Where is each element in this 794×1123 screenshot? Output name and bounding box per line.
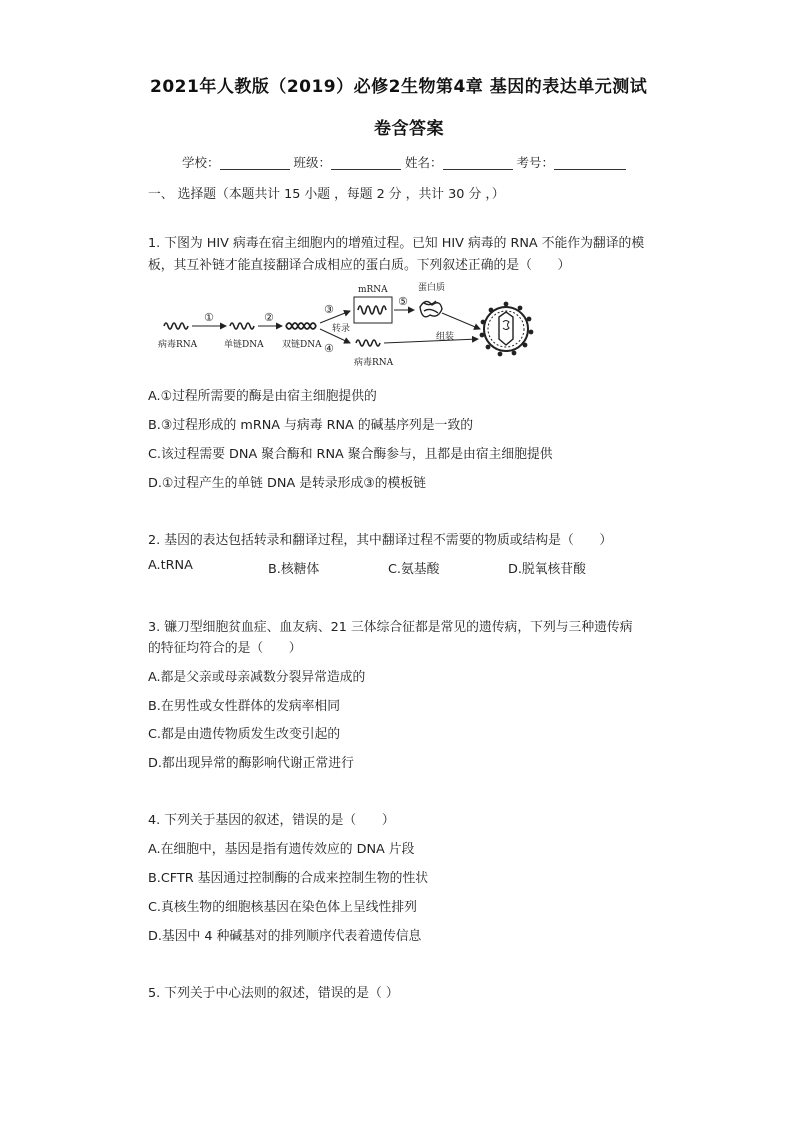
q2-stem: 2. 基因的表达包括转录和翻译过程，其中翻译过程不需要的物质或结构是（ ） <box>148 533 613 548</box>
exam-number-label: 考号： <box>516 155 555 170</box>
class-label: 班级： <box>293 155 332 170</box>
q3-option-d[interactable]: D.都出现异常的酶影响代谢正常进行 <box>148 756 354 771</box>
section-heading: 一、 选择题（本题共计 15 小题 ，每题 2 分 ，共计 30 分 ，） <box>148 187 505 202</box>
q1-option-c[interactable]: C.该过程需要 DNA 聚合酶和 RNA 聚合酶参与，且都是由宿主细胞提供 <box>148 447 553 462</box>
label-protein: 蛋白质 <box>418 283 446 293</box>
label-mrna: mRNA <box>358 285 388 295</box>
step4-label: ④ <box>324 342 334 355</box>
q4-stem: 4. 下列关于基因的叙述，错误的是（ ） <box>148 813 395 828</box>
student-info-row <box>182 153 626 171</box>
virus-rna-strand-2 <box>356 340 380 346</box>
hiv-virion-icon <box>480 302 534 357</box>
exam-number-field[interactable] <box>554 155 626 170</box>
q2-options-row <box>0 558 794 578</box>
label-virus-rna-2: 病毒RNA <box>354 358 394 368</box>
virus-rna-strand <box>164 323 188 329</box>
step1-label: ① <box>204 311 214 324</box>
ssdna-strand <box>230 323 254 329</box>
label-virus-rna: 病毒RNA <box>158 340 198 350</box>
step2-label: ② <box>264 311 274 324</box>
name-field[interactable] <box>443 155 513 170</box>
q3-option-a[interactable]: A.都是父亲或母亲减数分裂异常造成的 <box>148 670 366 685</box>
school-label: 学校： <box>182 155 220 170</box>
q1-option-a[interactable]: A.①过程所需要的酶是由宿主细胞提供的 <box>148 389 377 404</box>
q4-option-b[interactable]: B.CFTR 基因通过控制酶的合成来控制生物的性状 <box>148 871 429 886</box>
q3-stem-line2: 的特征均符合的是（ ） <box>148 641 302 656</box>
q2-option-a[interactable]: A.tRNA <box>148 558 193 573</box>
mrna-box <box>354 297 392 323</box>
hiv-replication-diagram <box>152 277 542 377</box>
q4-option-c[interactable]: C.真核生物的细胞核基因在染色体上呈线性排列 <box>148 900 417 915</box>
document-title-line2: 卷含答案 <box>374 119 444 139</box>
q1-stem-line2: 板，其互补链才能直接翻译合成相应的蛋白质。下列叙述正确的是（ ） <box>148 258 571 273</box>
class-field[interactable] <box>331 155 401 170</box>
q4-option-a[interactable]: A.在细胞中，基因是指有遗传效应的 DNA 片段 <box>148 842 415 857</box>
q2-option-b[interactable]: B.核糖体 <box>268 562 320 577</box>
mrna-strand <box>358 306 386 314</box>
label-assembly: 组装 <box>436 332 455 342</box>
protein-icon <box>420 301 442 317</box>
q3-stem-line1: 3. 镰刀型细胞贫血症、血友病、21 三体综合征都是常见的遗传病，下列与三种遗传病 <box>148 620 633 635</box>
label-ssdna: 单链DNA <box>224 340 264 350</box>
document-title-line1: 2021年人教版（2019）必修2生物第4章 基因的表达单元测试 <box>150 77 648 97</box>
name-label: 姓名： <box>405 155 443 170</box>
q1-option-b[interactable]: B.③过程形成的 mRNA 与病毒 RNA 的碱基序列是一致的 <box>148 418 474 433</box>
label-dsdna: 双链DNA <box>282 340 322 350</box>
school-field[interactable] <box>220 155 290 170</box>
q2-option-d[interactable]: D.脱氧核苷酸 <box>508 562 586 577</box>
q2-option-c[interactable]: C.氨基酸 <box>388 562 440 577</box>
q3-option-b[interactable]: B.在男性或女性群体的发病率相同 <box>148 699 341 714</box>
q1-stem-line1: 1. 下图为 HIV 病毒在宿主细胞内的增殖过程。已知 HIV 病毒的 RNA 不能作为翻译的模 <box>148 236 645 251</box>
step5-label: ⑤ <box>398 295 408 308</box>
q3-option-c[interactable]: C.都是由遗传物质发生改变引起的 <box>148 727 341 742</box>
step3-label: ③ <box>324 303 334 316</box>
q4-option-d[interactable]: D.基因中 4 种碱基对的排列顺序代表着遗传信息 <box>148 929 422 944</box>
q1-option-d[interactable]: D.①过程产生的单链 DNA 是转录形成③的模板链 <box>148 476 426 491</box>
label-transcription: 转录 <box>332 324 351 334</box>
q5-stem: 5. 下列关于中心法则的叙述，错误的是（ ） <box>148 986 399 1001</box>
